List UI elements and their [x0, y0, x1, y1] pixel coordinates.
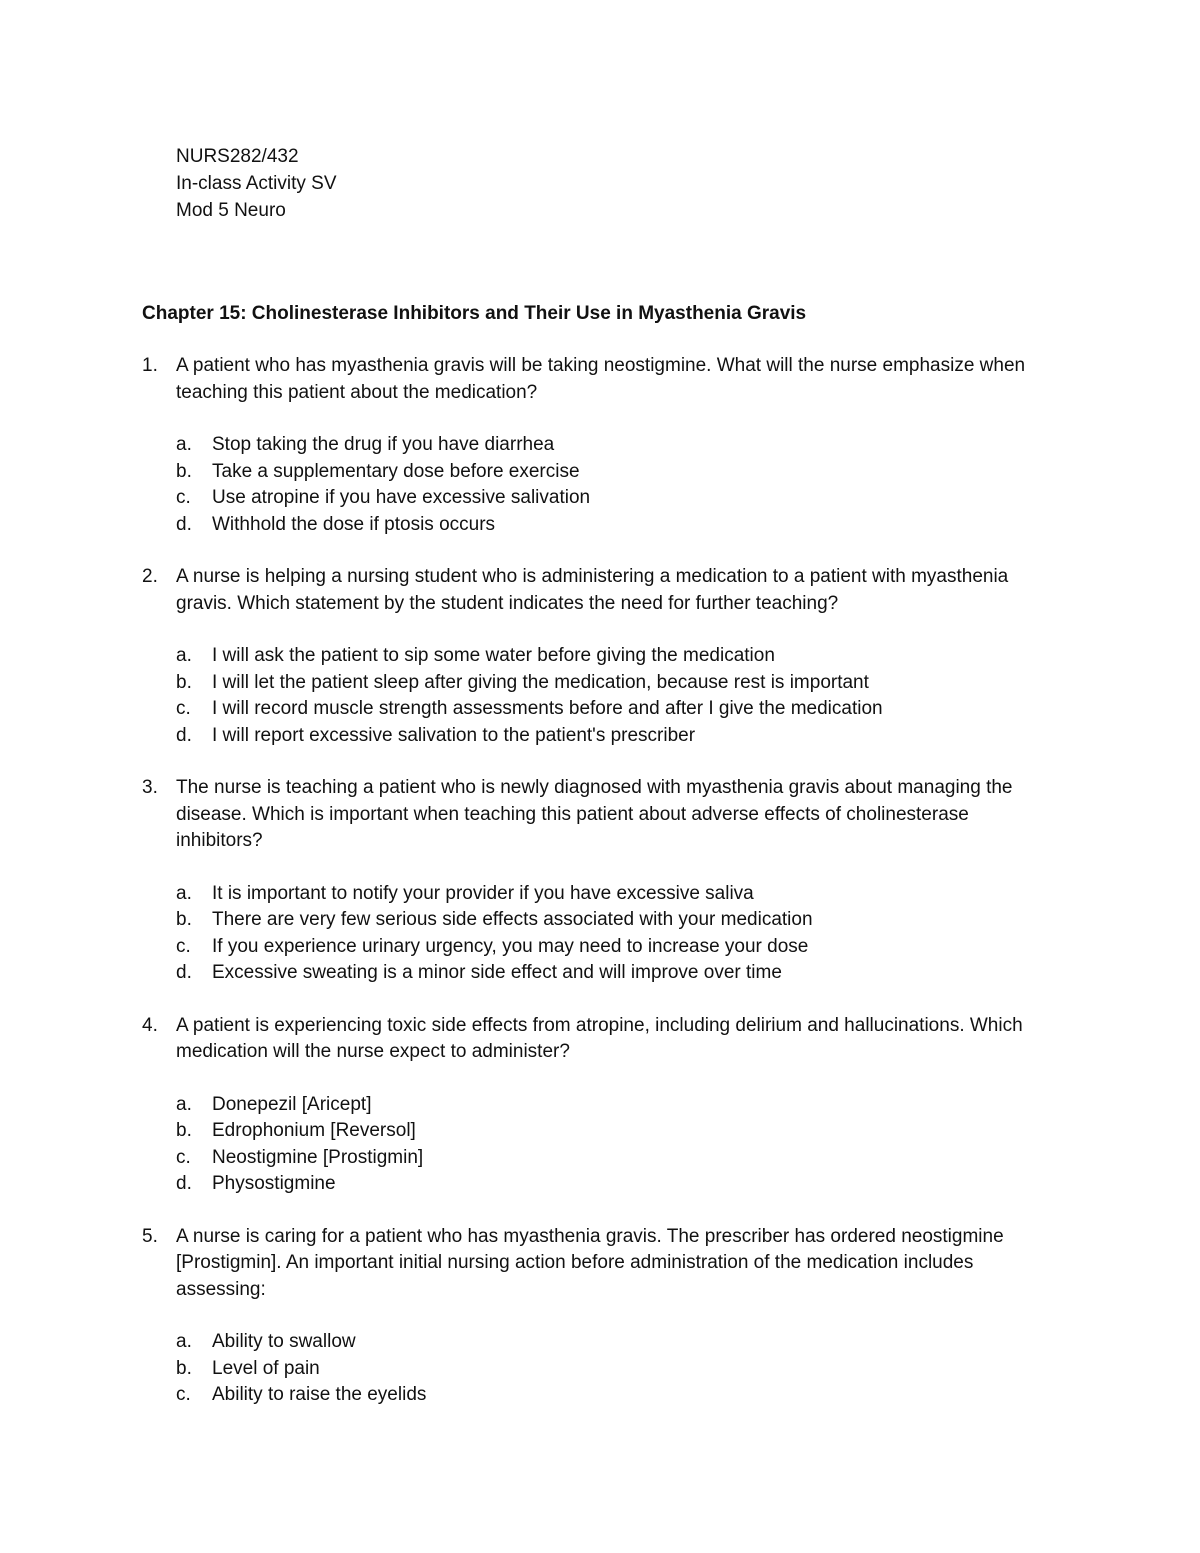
option-c [176, 485, 1062, 512]
option-letter: d. [176, 1173, 192, 1194]
chapter-title: Chapter 15: Cholinesterase Inhibitors and Their Use in Myasthenia Gravis [142, 303, 807, 324]
question-text: A patient who has myasthenia gravis will be taking neostigmine. What will the nurse emphasize when teaching this patient about the medication? [176, 355, 1026, 403]
option-a [176, 643, 1062, 670]
option-a [176, 432, 1062, 459]
option-text: Neostigmine [Prostigmin] [212, 1146, 424, 1168]
option-letter: d. [176, 962, 192, 983]
option-letter: b. [176, 1120, 192, 1141]
option-text: If you experience urinary urgency, you may need to increase your dose [212, 935, 809, 957]
option-letter: b. [176, 671, 192, 693]
activity-title: In-class Activity SV [176, 173, 337, 194]
question-text: The nurse is teaching a patient who is newly diagnosed with myasthenia gravis about managing the disease. Which is important when teaching this patient about adverse effects of cholinesterase inhibitors? [176, 777, 1013, 851]
document-header [176, 143, 337, 224]
option-b [176, 1118, 1062, 1145]
option-b [176, 1356, 1062, 1383]
option-letter: d. [176, 724, 192, 746]
question-text: A nurse is caring for a patient who has myasthenia gravis. The prescriber has ordered neostigmine [Prostigmin]. An important initial nursing action before administration of the medication includes assessing: [176, 1225, 1004, 1300]
course-code: NURS282/432 [176, 146, 299, 167]
option-text: Level of pain [212, 1357, 320, 1379]
option-text: Take a supplementary dose before exercise [212, 460, 580, 482]
question-number: 3. [142, 777, 158, 798]
option-text: Edrophonium [Reversol] [212, 1120, 416, 1141]
option-text: Withhold the dose if ptosis occurs [212, 513, 496, 535]
option-text: Excessive sweating is a minor side effect and will improve over time [212, 962, 782, 983]
option-letter: c. [176, 698, 191, 719]
option-letter: d. [176, 513, 192, 535]
option-list [176, 1092, 1062, 1198]
option-text: There are very few serious side effects associated with your medication [212, 909, 813, 930]
option-text: Donepezil [Aricept] [212, 1093, 372, 1115]
question-3 [142, 775, 1062, 987]
question-2 [142, 564, 1062, 749]
question-list [142, 353, 1062, 1435]
option-letter: b. [176, 460, 192, 482]
option-letter: a. [176, 1331, 192, 1352]
option-letter: c. [176, 1384, 191, 1405]
option-list [176, 643, 1062, 749]
option-text: Use atropine if you have excessive salivation [212, 487, 591, 508]
module-name: Mod 5 Neuro [176, 200, 286, 221]
option-text: Stop taking the drug if you have diarrhea [212, 434, 555, 455]
question-number: 5. [142, 1225, 158, 1247]
option-letter: a. [176, 1093, 192, 1115]
option-c [176, 1145, 1062, 1172]
option-text: Physostigmine [212, 1173, 336, 1194]
question-5 [142, 1224, 1062, 1409]
option-b [176, 459, 1062, 486]
option-letter: c. [176, 487, 191, 508]
option-text: I will record muscle strength assessments before and after I give the medication [212, 698, 883, 719]
question-number: 4. [142, 1014, 158, 1036]
option-list [176, 1329, 1062, 1409]
question-text: A nurse is helping a nursing student who is administering a medication to a patient with myasthenia gravis. Which statement by the student indicates the need for further teaching? [176, 566, 1009, 614]
option-letter: c. [176, 1146, 191, 1168]
option-text: It is important to notify your provider if you have excessive saliva [212, 882, 754, 904]
option-text: Ability to swallow [212, 1331, 356, 1352]
option-letter: a. [176, 645, 192, 666]
option-text: I will ask the patient to sip some water before giving the medication [212, 645, 775, 666]
option-letter: a. [176, 434, 192, 455]
option-c [176, 696, 1062, 723]
option-c [176, 1382, 1062, 1409]
option-letter: a. [176, 882, 192, 904]
option-letter: b. [176, 1357, 192, 1379]
option-list [176, 881, 1062, 987]
option-text: I will report excessive salivation to the patient's prescriber [212, 724, 696, 746]
option-list [176, 432, 1062, 538]
option-d [176, 723, 1062, 750]
option-d [176, 512, 1062, 539]
option-a [176, 881, 1062, 908]
option-c [176, 934, 1062, 961]
option-letter: b. [176, 909, 192, 930]
option-text: I will let the patient sleep after giving the medication, because rest is important [212, 671, 869, 693]
option-a [176, 1092, 1062, 1119]
option-d [176, 1171, 1062, 1198]
question-number: 2. [142, 566, 158, 587]
option-a [176, 1329, 1062, 1356]
option-letter: c. [176, 935, 191, 957]
option-b [176, 670, 1062, 697]
option-b [176, 907, 1062, 934]
question-1 [142, 353, 1062, 538]
option-text: Ability to raise the eyelids [212, 1384, 427, 1405]
question-4 [142, 1013, 1062, 1198]
question-text: A patient is experiencing toxic side effects from atropine, including delirium and hallucinations. Which medication will the nurse expect to administer? [176, 1014, 1023, 1062]
option-d [176, 960, 1062, 987]
question-number: 1. [142, 355, 158, 376]
